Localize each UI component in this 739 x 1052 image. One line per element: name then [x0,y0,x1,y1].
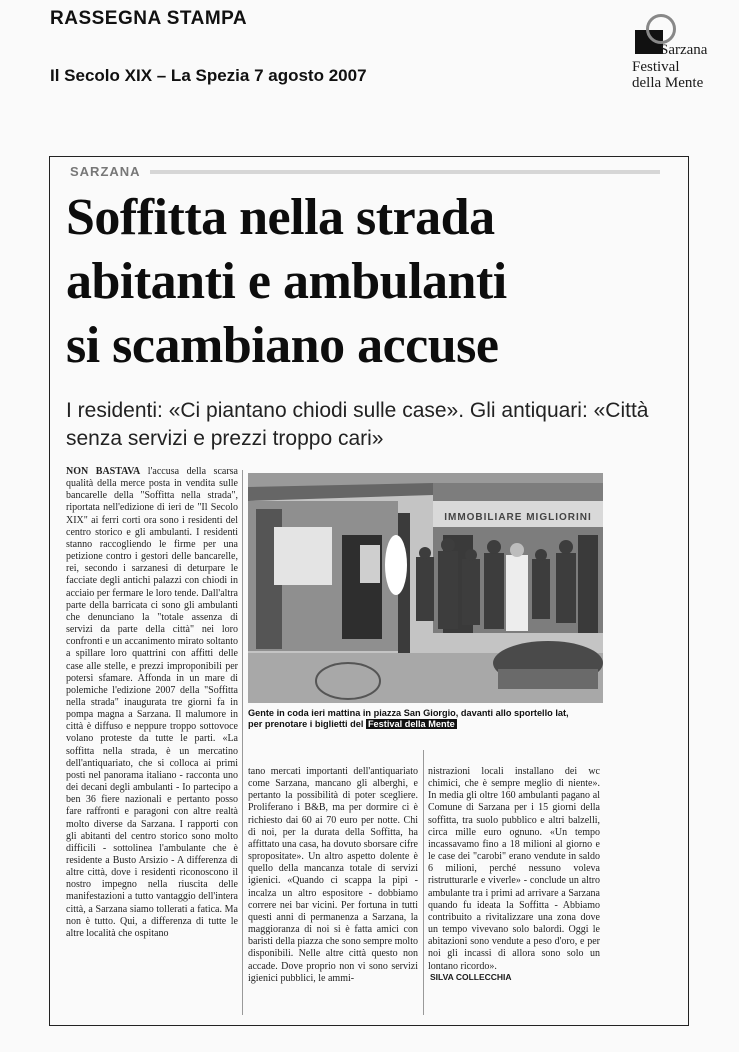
logo-line-della-mente: della Mente [632,75,704,91]
section-label: SARZANA [70,164,141,179]
article-subheadline: I residenti: «Ci piantano chiodi sulle case». Gli antiquari: «Città senza servizi e prezzi troppo cari» [66,399,649,450]
body-column-1-text: l'accusa della scarsa qualità della merce posta in vendita sulle bancarelle della "Soffitta nella strada", riportata nell'edizione di ieri de "Il Secolo XIX" ai ferri corti ora sono i residenti del centro storico e gli ambulanti. I residenti stanno raccogliendo le firme per una petizione contro i gestori delle bancarelle, rei, secondo i sarzanesi di deturpare le facciate degli antichi palazzi con chiodi in acciaio per fermare le loro tende. Dall'altra parte della barricata ci sono gli ambulanti che denunciano la "totale assenza di servizi da parte della città" nei loro confronti e un accanimento mirato soltanto a spillare loro quattrini con affitti delle case alle stelle, e prezzi improponibili per potersi sfamare. Affonda in un mare di polemiche l'edizione 2007 della "Soffitta nella strada" inaugurata tre giorni fa in pompa magna a Sarzana. Il malumore in città è diffuso e neppure troppo sottovoce volano proteste da tutte le parti. «La soffitta nella strada, è un mercatino dell'antiquariato, che si colloca ai primi posti nel panorama italiano - racconta uno dei decani degli ambulanti - Io partecipo a ben 36 fiere nazionali e pertanto posso fare raffronti e paragoni con altre realtà molto diverse da Sarzana. I rapporti con gli abitanti del centro storico sono molto difficili - sottolinea l'ambulante che è residente a Busto Arsizio - A differenza di altre città, dove i residenti riconoscono il nostro impegno nella riuscita delle manifestazioni a tutto vantaggio dell'intera città, a Sarzana siamo tollerati a fatica. Ma non è tutto. Qui, a differenza di tutte le altre località che ospitano [66,466,238,939]
festival-logo [630,14,730,94]
author-byline: SILVA COLLECCHIA [430,972,512,982]
headline-line-1: Soffitta nella strada [66,189,495,246]
photo-shop-sign: IMMOBILIARE MIGLIORINI [444,512,592,523]
logo-line-sarzana: Sarzana [660,42,708,58]
news-photo [248,473,603,703]
body-column-3: nistrazioni locali installano dei wc chimici, che è sempre meglio di niente». In media gli oltre 160 ambulanti pagano al Comune di Sarzana per i 15 giorni della soffitta, tra suolo pubblico e altri balzelli, circa mille euro ognuno. «Un tempo incassavamo fino a 18 milioni al giorno e le case dei "carobi" erano vendute in saldo 6 milioni, perché nessuno voleva ristrutturarle e viverle» - conclude un altro ambulante tra i primi ad arrivare a Sarzana quando fu ideata la Soffitta - Abbiamo contribuito a rivitalizzare una zona dove un tempo vivevano solo balordi. Oggi le abitazioni sono vendute a peso d'oro, e per noi gli incassi di allora sono solo un lontano ricordo». [428,766,600,972]
photo-caption [248,708,608,730]
press-review-title: RASSEGNA STAMPA [50,8,248,29]
logo-line-festival: Festival [632,59,680,75]
source-date-line: Il Secolo XIX – La Spezia 7 agosto 2007 [50,66,367,85]
article-headline [66,186,676,378]
caption-line-2: per prenotare i biglietti del [248,719,364,729]
headline-line-2: abitanti e ambulanti [66,253,507,310]
section-divider [150,170,660,174]
logo-spiral-icon [646,14,676,44]
caption-line-1: Gente in coda ieri mattina in piazza San Giorgio, davanti allo sportello Iat, [248,708,569,718]
body-column-2: tano mercati importanti dell'antiquariato come Sarzana, mancano gli alberghi, e pertanto la possibilità di poter scegliere. Proliferano i B&B, ma per dormire ci è richiesto dai 60 ai 70 euro per notte. Chi di noi, per la durata della Soffitta, ha affittato una casa, ha dovuto sborsare cifre spropositate». Un altro aspetto dolente è quello della mancanza totale di servizi igienici. «Quando ci scappa la pipì - incalza un altro espositore - dobbiamo correre nei bar vicini. Per fortuna in tutti questi anni di permanenza a Sarzana, la maggioranza di noi si è fatta amici con baristi della piazza che sono sempre molto disponibili. Nelle altre città questo non accade. Dove proprio non vi sono servizi igienici pubblici, le ammi- [248,766,418,984]
caption-festival-highlight: Festival della Mente [367,719,455,729]
column-divider [242,470,243,1015]
body-column-1 [66,466,238,940]
column-divider [423,750,424,1015]
lead-in: NON BASTAVA [66,466,141,477]
headline-line-3: si scambiano accuse [66,317,499,374]
